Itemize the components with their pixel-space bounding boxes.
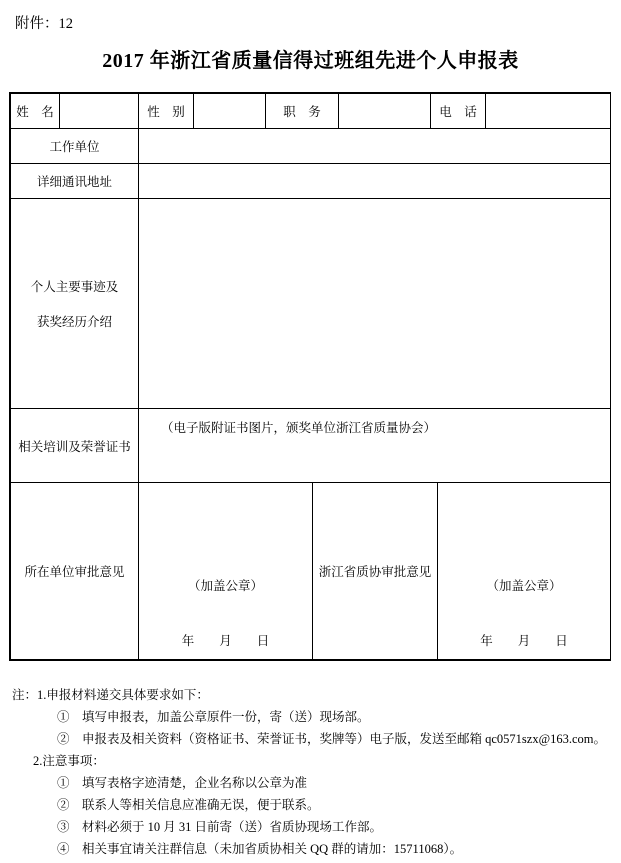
work-unit-label: 工作单位 <box>11 129 139 164</box>
row-approval <box>11 483 611 660</box>
unit-approval-input-cell[interactable] <box>139 483 313 660</box>
duty-label: 职 务 <box>266 94 339 129</box>
assoc-stamp-hint: （加盖公章） <box>486 579 562 593</box>
note-item-2-2: ② 联系人等相关信息应准确无误，便于联系。 <box>57 798 320 812</box>
row-basic-info <box>11 94 611 129</box>
certificates-input-cell[interactable] <box>139 409 611 483</box>
address-label: 详细通讯地址 <box>11 164 139 199</box>
form-table-approval <box>10 482 611 660</box>
address-input-cell[interactable] <box>139 164 611 199</box>
form-table-top <box>10 93 611 483</box>
phone-label: 电 话 <box>431 94 486 129</box>
name-input-cell[interactable] <box>60 94 139 129</box>
page-title: 2017 年浙江省质量信得过班组先进个人申报表 <box>102 50 519 72</box>
work-unit-input-cell[interactable] <box>139 129 611 164</box>
certificates-label: 相关培训及荣誉证书 <box>11 409 139 483</box>
gender-label: 性 别 <box>139 94 194 129</box>
row-deeds <box>11 199 611 409</box>
application-form-table <box>9 92 611 661</box>
note-item-2-3: ③ 材料必须于 10 月 31 日前寄（送）省质协现场工作部。 <box>57 820 383 834</box>
notes-section <box>12 684 618 860</box>
note-item-1-1: ① 填写申报表，加盖公章原件一份，寄（送）现场部。 <box>57 710 370 724</box>
deeds-label-line2: 获奖经历介绍 <box>36 315 112 329</box>
assoc-approval-input-cell[interactable] <box>438 483 611 660</box>
certificates-hint: （电子版附证书图片，颁奖单位浙江省质量协会） <box>161 421 437 435</box>
row-address <box>11 164 611 199</box>
duty-input-cell[interactable] <box>339 94 431 129</box>
note-item-2-1: ① 填写表格字迹清楚，企业名称以公章为准 <box>57 776 308 790</box>
deeds-input-cell[interactable] <box>139 199 611 409</box>
unit-approval-label: 所在单位审批意见 <box>11 483 139 660</box>
notes-subheading: 2.注意事项： <box>33 754 105 768</box>
assoc-approval-label: 浙江省质协审批意见 <box>313 483 438 660</box>
deeds-label <box>11 199 139 409</box>
row-work-unit <box>11 129 611 164</box>
deeds-label-line1: 个人主要事迹及 <box>30 280 119 294</box>
name-label: 姓 名 <box>11 94 60 129</box>
assoc-date-line: 年 月 日 <box>480 634 568 648</box>
note-item-2-4: ④ 相关事宜请关注群信息（未加省质协相关 QQ 群的请加：15711068）。 <box>57 842 463 856</box>
unit-date-line: 年 月 日 <box>181 634 270 648</box>
notes-heading: 注：1.申报材料递交具体要求如下： <box>12 688 209 702</box>
gender-input-cell[interactable] <box>194 94 266 129</box>
unit-stamp-hint: （加盖公章） <box>187 579 263 593</box>
attachment-label: 附件：12 <box>15 16 73 32</box>
phone-input-cell[interactable] <box>486 94 611 129</box>
row-certificates <box>11 409 611 483</box>
note-item-1-2: ② 申报表及相关资料（资格证书、荣誉证书，奖牌等）电子版，发送至邮箱 qc0571szx@163.com。 <box>57 732 606 746</box>
